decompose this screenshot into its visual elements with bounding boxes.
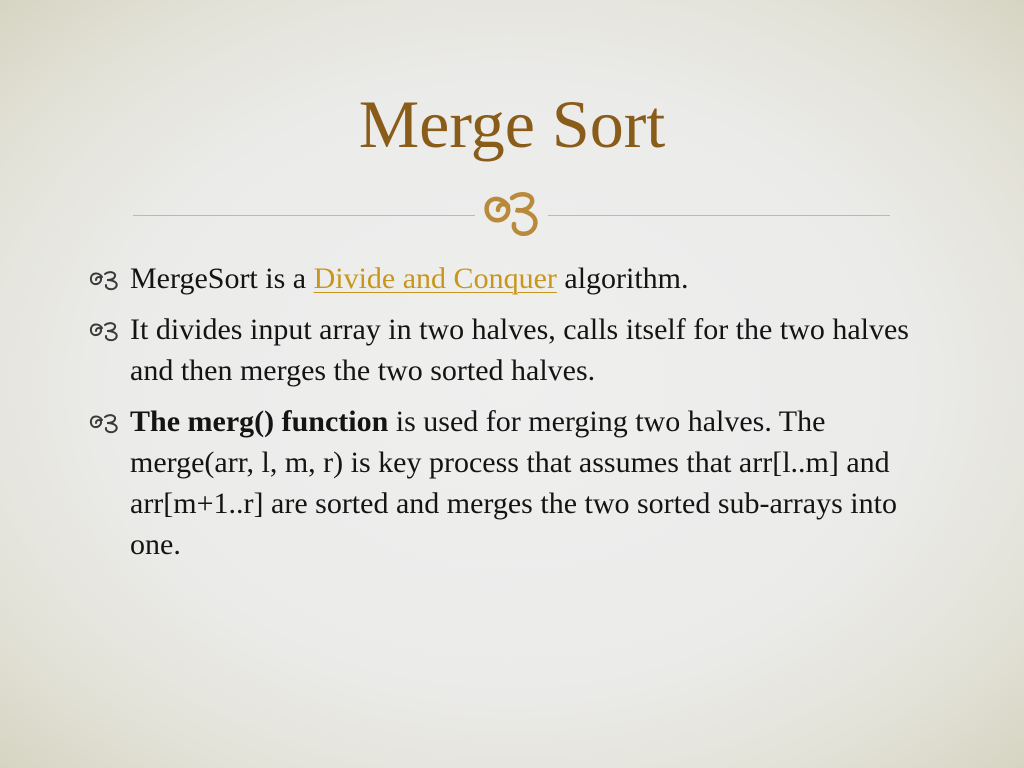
title-divider-left <box>133 215 475 216</box>
bullet-item <box>88 309 948 391</box>
bullet-text: It divides input array in two halves, calls itself for the two halves and then merges the two sorted halves. <box>130 313 909 387</box>
flourish-bullet-icon <box>88 320 122 342</box>
flourish-bullet-icon <box>88 269 122 291</box>
slide-title: Merge Sort <box>358 86 666 162</box>
flourish-icon <box>478 188 548 240</box>
bullet-text: is used for merging two halves. The merge(arr, l, m, r) is key process that assumes that arr[l..m] and arr[m+1..r] are sorted and merges the two sorted sub-arrays into one. <box>130 405 897 561</box>
title-divider-right <box>548 215 890 216</box>
divide-and-conquer-link[interactable]: Divide and Conquer <box>313 262 557 295</box>
function-name: The merg() function <box>130 405 389 438</box>
flourish-bullet-icon <box>88 412 122 434</box>
bullet-text: MergeSort is a <box>130 262 314 295</box>
bullet-list <box>88 258 948 575</box>
bullet-text: algorithm. <box>556 262 689 295</box>
bullet-item <box>88 401 948 565</box>
bullet-item <box>88 258 948 299</box>
